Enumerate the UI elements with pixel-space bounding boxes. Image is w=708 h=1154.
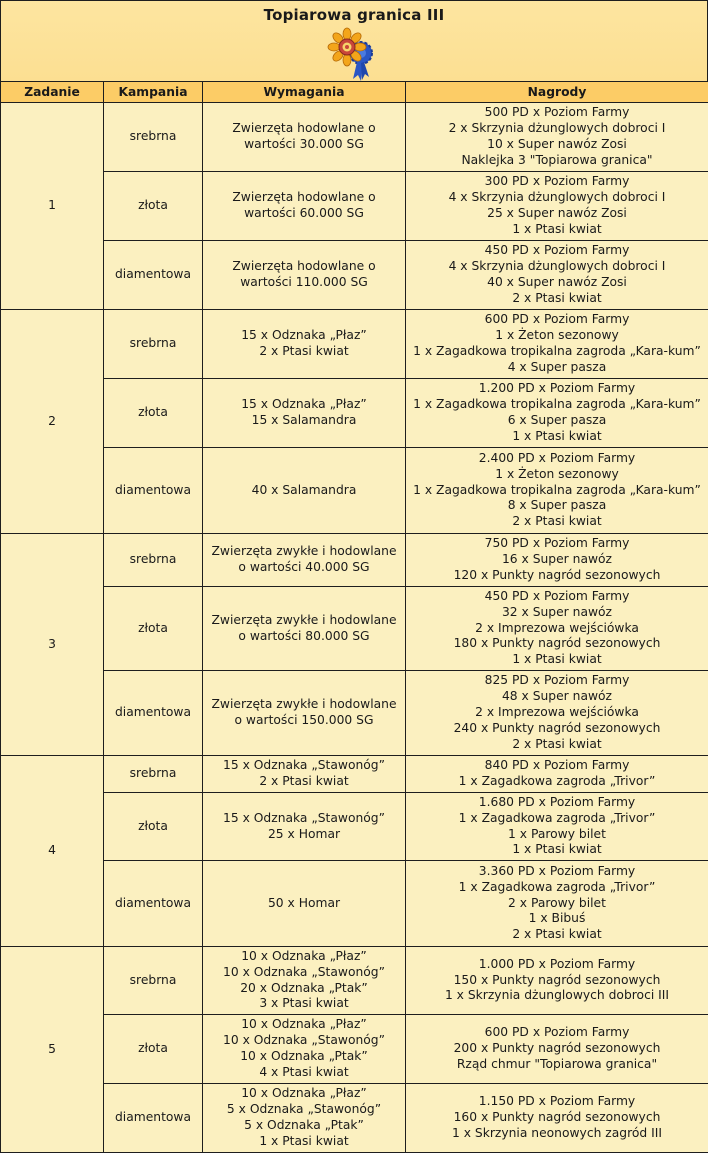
reward-line: 150 x Punkty nagród sezonowych [453,972,661,987]
rosette-badge-icon [327,27,383,81]
header-task: Zadanie [1,82,104,103]
requirement-line: 1 x Ptasi kwiat [259,1133,349,1148]
reward-line: Naklejka 3 "Topiarowa granica" [461,152,653,167]
table-row [1,756,708,793]
requirement-line: Zwierzęta zwykłe i hodowlane [211,697,397,712]
requirement-line: o wartości 150.000 SG [234,713,374,727]
reward-line: 2 x Imprezowa wejściówka [475,620,639,635]
requirement-line: 15 x Salamandra [251,413,357,427]
requirements-cell [203,103,406,172]
reward-line: 16 x Super nawóz [501,552,613,567]
requirements-cell [203,534,406,587]
rewards-cell [406,756,708,793]
reward-line: 1 x Parowy bilet [508,826,606,841]
requirements-cell [203,756,406,793]
reward-line: 2 x Ptasi kwiat [512,927,602,942]
reward-line: 240 x Punkty nagród sezonowych [453,720,661,735]
reward-line: 1 x Ptasi kwiat [512,652,602,667]
table-row [1,1015,708,1084]
reward-line: 48 x Super nawóz [501,689,613,704]
requirements-cell [203,1084,406,1153]
requirement-line: Zwierzęta zwykłe i hodowlane [211,544,397,559]
reward-line: 200 x Punkty nagród sezonowych [453,1041,661,1056]
reward-line: 600 PD x Poziom Farmy [484,1025,630,1040]
requirements-cell [203,861,406,947]
table-row [1,379,708,448]
reward-line: 32 x Super nawóz [501,604,613,619]
reward-line: 1 x Bibuś [528,911,586,926]
requirement-line: 40 x Salamandra [251,482,357,497]
requirement-line: 5 x Odznaka „Ptak” [244,1118,364,1132]
reward-line: 2 x Ptasi kwiat [512,514,602,529]
reward-line: 4 x Super pasza [507,359,607,374]
reward-line: 450 PD x Poziom Farmy [484,243,630,258]
requirement-line: 10 x Odznaka „Płaz” [241,1017,367,1032]
requirements-cell [203,241,406,310]
reward-line: 825 PD x Poziom Farmy [484,673,630,688]
reward-line: 120 x Punkty nagród sezonowych [453,567,661,582]
rewards-cell [406,947,708,1015]
table-row [1,310,708,379]
reward-line: 1 x Zagadkowa tropikalna zagroda „Kara-kum” [413,397,701,412]
reward-line: 2 x Skrzynia dżunglowych dobroci I [448,121,666,136]
requirement-line: 5 x Odznaka „Stawonóg” [226,1102,382,1117]
reward-line: 1 x Skrzynia neonowych zagród III [452,1125,662,1140]
reward-line: 180 x Punkty nagród sezonowych [453,636,661,651]
table-body [1,103,708,1153]
task-number: 4 [1,756,104,947]
rewards-cell [406,172,708,241]
requirements-cell [203,587,406,671]
requirement-line: 3 x Ptasi kwiat [259,996,349,1011]
requirements-cell [203,793,406,861]
reward-line: 1 x Zagadkowa zagroda „Trivor” [458,879,656,894]
campaign-cell: srebrna [104,756,203,793]
reward-line: 840 PD x Poziom Farmy [484,758,630,773]
reward-line: 2 x Parowy bilet [508,895,606,910]
requirement-line: 50 x Homar [267,895,341,910]
requirement-line: wartości 110.000 SG [240,275,368,289]
rewards-cell [406,671,708,756]
reward-line: 750 PD x Poziom Farmy [484,536,630,551]
reward-line: 450 PD x Poziom Farmy [484,588,630,603]
campaign-cell: srebrna [104,310,203,379]
campaign-cell: srebrna [104,947,203,1015]
requirement-line: 10 x Odznaka „Płaz” [241,1086,367,1101]
requirement-line: 10 x Odznaka „Stawonóg” [223,964,385,979]
reward-line: 1.150 PD x Poziom Farmy [478,1094,636,1109]
campaign-cell: srebrna [104,534,203,587]
reward-line: 300 PD x Poziom Farmy [484,174,630,189]
requirement-line: Zwierzęta zwykłe i hodowlane [211,612,397,627]
rewards-cell [406,534,708,587]
reward-line: 1 x Zagadkowa tropikalna zagroda „Kara-kum” [413,344,701,358]
requirement-line: wartości 30.000 SG [244,137,364,151]
rewards-cell [406,241,708,310]
requirement-line: Zwierzęta hodowlane o [232,190,376,205]
rewards-cell [406,379,708,448]
requirement-line: 2 x Ptasi kwiat [259,774,349,788]
requirement-line: 25 x Homar [267,826,341,841]
task-number: 1 [1,103,104,310]
task-number: 5 [1,947,104,1153]
reward-line: 1 x Żeton sezonowy [495,328,619,343]
header-campaign: Kampania [104,82,203,103]
table-row [1,241,708,310]
requirements-cell [203,448,406,534]
requirement-line: 4 x Ptasi kwiat [259,1064,349,1079]
reward-line: 2.400 PD x Poziom Farmy [478,450,636,465]
table-row [1,172,708,241]
requirement-line: Zwierzęta hodowlane o [232,121,376,136]
rewards-cell [406,1015,708,1084]
rewards-cell [406,793,708,861]
reward-line: 1.200 PD x Poziom Farmy [478,381,636,396]
rewards-cell [406,861,708,947]
table-row [1,861,708,947]
table-row [1,1084,708,1153]
rewards-cell [406,448,708,534]
table-row [1,793,708,861]
table-row [1,947,708,1015]
reward-line: 8 x Super pasza [507,498,607,513]
rewards-cell [406,103,708,172]
campaign-cell: złota [104,379,203,448]
reward-line: 500 PD x Poziom Farmy [484,105,630,120]
campaign-cell: diamentowa [104,241,203,310]
campaign-cell: złota [104,1015,203,1084]
rewards-cell [406,1084,708,1153]
reward-line: 1 x Ptasi kwiat [512,428,602,443]
reward-line: 3.360 PD x Poziom Farmy [478,863,636,878]
reward-line: 25 x Super nawóz Zosi [487,206,627,220]
reward-line: 1 x Żeton sezonowy [495,466,619,481]
requirement-line: 15 x Odznaka „Stawonóg” [223,810,385,825]
campaign-cell: diamentowa [104,448,203,534]
reward-line: 40 x Super nawóz Zosi [487,275,627,289]
reward-line: 600 PD x Poziom Farmy [484,312,630,327]
missions-table [0,81,708,1153]
requirement-line: wartości 60.000 SG [244,206,364,220]
campaign-cell: srebrna [104,103,203,172]
campaign-cell: diamentowa [104,861,203,947]
campaign-cell: diamentowa [104,1084,203,1153]
requirement-line: 10 x Odznaka „Płaz” [241,948,367,963]
header-requirements: Wymagania [203,82,406,103]
reward-line: 6 x Super pasza [507,413,607,427]
table-row [1,448,708,534]
task-number: 3 [1,534,104,756]
reward-line: 4 x Skrzynia dżunglowych dobroci I [448,259,666,274]
requirement-line: Zwierzęta hodowlane o [232,259,376,274]
requirement-line: 15 x Odznaka „Płaz” [241,328,367,343]
header-row [1,82,708,103]
requirement-line: 20 x Odznaka „Ptak” [240,980,368,995]
requirements-cell [203,947,406,1015]
header-rewards: Nagrody [406,82,708,103]
requirements-cell [203,310,406,379]
reward-line: 2 x Ptasi kwiat [512,290,602,305]
requirements-cell [203,671,406,756]
reward-line: 1 x Ptasi kwiat [512,221,602,236]
requirement-line: 15 x Odznaka „Stawonóg” [223,758,385,773]
requirements-cell [203,379,406,448]
campaign-cell: złota [104,172,203,241]
task-number: 2 [1,310,104,534]
table-row [1,671,708,756]
requirement-line: o wartości 40.000 SG [238,560,370,574]
reward-line: 1 x Zagadkowa tropikalna zagroda „Kara-kum” [413,482,701,497]
reward-line: 1 x Ptasi kwiat [512,842,602,857]
requirement-line: 10 x Odznaka „Stawonóg” [223,1033,385,1048]
reward-line: 4 x Skrzynia dżunglowych dobroci I [448,190,666,205]
reward-line: 2 x Imprezowa wejściówka [475,705,639,720]
reward-line: 1 x Zagadkowa zagroda „Trivor” [458,774,656,788]
reward-line: 160 x Punkty nagród sezonowych [453,1110,661,1125]
reward-line: 1 x Skrzynia dżunglowych dobroci III [444,988,670,1003]
requirement-line: 10 x Odznaka „Ptak” [240,1049,368,1063]
campaign-cell: złota [104,587,203,671]
table-row [1,103,708,172]
requirement-line: 2 x Ptasi kwiat [259,344,349,358]
campaign-cell: złota [104,793,203,861]
requirement-line: o wartości 80.000 SG [238,628,370,643]
reward-line: 1 x Zagadkowa zagroda „Trivor” [458,810,656,825]
reward-line: 1.000 PD x Poziom Farmy [478,956,636,971]
reward-line: Rząd chmur "Topiarowa granica" [456,1056,658,1071]
requirements-cell [203,1015,406,1084]
page-title: Topiarowa granica III [263,6,445,24]
reward-line: 2 x Ptasi kwiat [512,736,602,751]
table-row [1,534,708,587]
requirement-line: 15 x Odznaka „Płaz” [241,397,367,412]
campaign-cell: diamentowa [104,671,203,756]
table-row [1,587,708,671]
reward-line: 10 x Super nawóz Zosi [487,137,627,151]
title-banner [0,0,708,81]
rewards-cell [406,587,708,671]
reward-line: 1.680 PD x Poziom Farmy [478,794,636,809]
requirements-cell [203,172,406,241]
rewards-cell [406,310,708,379]
